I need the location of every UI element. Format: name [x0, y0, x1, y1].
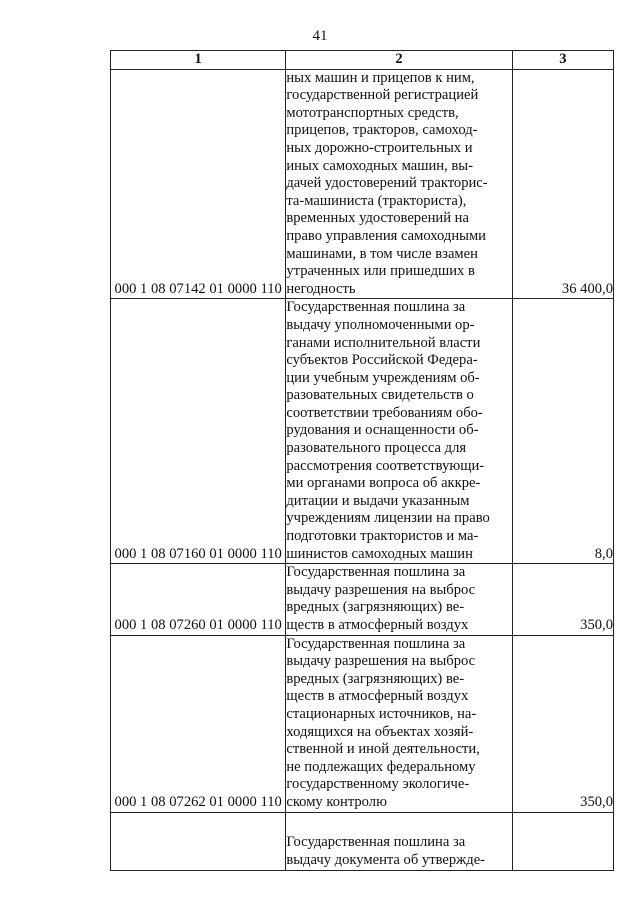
amount-cell: [512, 812, 613, 870]
table-row: [111, 564, 614, 635]
column-header-3: 3: [512, 51, 613, 70]
table-row: [111, 69, 614, 299]
income-name-cell: Государственная пошлина за выдачу документа об утвержде-: [286, 812, 512, 870]
page-number: 41: [312, 28, 328, 44]
budget-table: [110, 50, 614, 871]
budget-code-cell: 000 1 08 07160 01 0000 110: [111, 299, 286, 564]
budget-code-cell: [111, 812, 286, 870]
amount-cell: 8,0: [512, 299, 613, 564]
income-name-cell: ных машин и прицепов к ним, государственной регистрацией мототранспортных средств, прицепов, тракторов, самоход- ных дорожно-строительных и иных самоходных машин, вы- дачей удостоверений тракторис- та-машиниста (тракториста), временных удостоверений на право управления самоходными машинами, в том числе взамен утраченных или пришедших в негодность: [286, 69, 512, 299]
column-header-1: 1: [111, 51, 286, 70]
income-name-cell: Государственная пошлина за выдачу разрешения на выброс вредных (загрязняющих) ве- ществ в атмосферный воздух: [286, 564, 512, 635]
budget-code-cell: 000 1 08 07142 01 0000 110: [111, 69, 286, 299]
amount-cell: 350,0: [512, 635, 613, 812]
table-row: [111, 812, 614, 870]
column-header-2: 2: [286, 51, 512, 70]
table-header-row: [111, 51, 614, 70]
table-row: [111, 635, 614, 812]
income-name-cell: Государственная пошлина за выдачу уполномоченными ор- ганами исполнительной власти субъектов Российской Федера- ции учебным учреждениям об- разовательных свидетельств о соответствии требованиям обо- рудования и оснащенности об- разовательного процесса для рассмотрения соответствующи- ми органами вопроса об аккре- дитации и выдачи указанным учреждениям лицензии на право подготовки трактористов и ма- шинистов самоходных машин: [286, 299, 512, 564]
table-row: [111, 299, 614, 564]
budget-code-cell: 000 1 08 07262 01 0000 110: [111, 635, 286, 812]
amount-cell: 350,0: [512, 564, 613, 635]
amount-cell: 36 400,0: [512, 69, 613, 299]
income-name-cell: Государственная пошлина за выдачу разрешения на выброс вредных (загрязняющих) ве- ществ в атмосферный воздух стационарных источников, на- ходящихся на объектах хозяй- ственной и иной деятельности, не подлежащих федеральному государственному экологиче- скому контролю: [286, 635, 512, 812]
budget-code-cell: 000 1 08 07260 01 0000 110: [111, 564, 286, 635]
